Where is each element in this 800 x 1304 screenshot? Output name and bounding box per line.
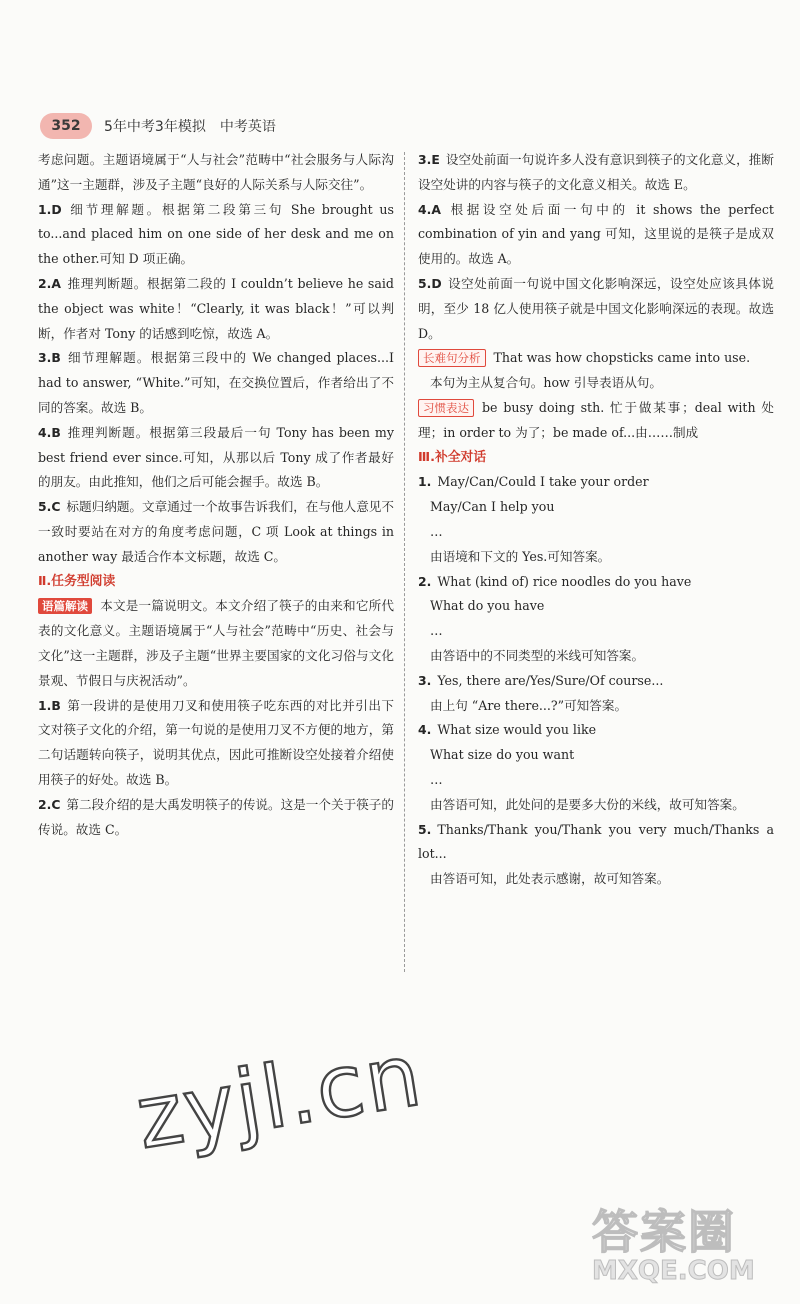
answer-item: 3.E 设空处前面一句说许多人没有意识到筷子的文化意义，推断设空处讲的内容与筷子的文化意义相关。故选 E。 [418,152,774,192]
corner-logo-text: 答案圈 [592,1205,736,1259]
sentence-tag: 长难句分析 [418,349,486,367]
sentence-note: 本句为主从复合句。how 引导表语从句。 [430,375,662,391]
intro-paragraph: 考虑问题。主题语境属于“人与社会”范畴中“社会服务与人际沟通”这一主题群，涉及子主题“良好的人际关系与人际交往”。 [38,152,394,192]
answer-item: 4.B 推理判断题。根据第三段最后一句 Tony has been my best friend ever since.可知，从那以后 Tony 成了作者最好的朋友。由此推知，他们之后可能会握手。故选 B。 [38,424,394,490]
dialog-answer: 3. Yes, there are/Yes/Sure/Of course... 由上句 “Are there...?”可知答案。 [418,672,664,713]
usage-tag: 习惯表达 [418,399,474,417]
passage-tag: 语篇解读 [38,598,92,614]
passage-analysis: 语篇解读 本文是一篇说明文。本文介绍了筷子的由来和它所代表的文化意义。主题语境属于“人与社会”范畴中“历史、社会与文化”这一主题群，涉及子主题“世界主要国家的文化习俗与文化景观、节假日与庆祝活动”。 [38,598,394,688]
answer-item: 2.C 第二段介绍的是大禹发明筷子的传说。这是一个关于筷子的传说。故选 C。 [38,796,394,837]
dialog-answer: 4. What size would you like What size do you want … 由答语可知，此处问的是要多大份的米线，故可知答案。 [418,722,745,812]
sentence-analysis: 长难句分析 That was how chopsticks came into use. [418,346,774,371]
answer-item: 5.C 标题归纳题。文章通过一个故事告诉我们，在与他人意见不一致时要站在对方的角度考虑问题，C 项 Look at things in another way 最适合作本文标题，故选 C。 [38,499,394,564]
section-title: Ⅱ.任务型阅读 [38,573,116,589]
left-column [38,148,394,842]
answer-item: 1.B 第一段讲的是使用刀叉和使用筷子吃东西的对比并引出下文对筷子文化的介绍，第一句说的是使用刀叉不方便的地方，第二句话题转向筷子，说明其优点，因此可推断设空处接着介绍使用筷子的好处。故选 B。 [38,697,394,787]
page-header [40,112,276,140]
corner-logo-url: MXQE.COM [592,1256,755,1286]
book-series: 5年中考3年模拟 [104,119,206,135]
dialog-answer: 5. Thanks/Thank you/Thank you very much/Thanks a lot... 由答语可知，此处表示感谢，故可知答案。 [418,821,774,887]
answer-item: 1.D 细节理解题。根据第二段第三句 She brought us to...and placed him on one side of her desk and me on the other.可知 D 项正确。 [38,201,394,267]
usage-expressions: 习惯表达 be busy doing sth. 忙于做某事；deal with 处理；in order to 为了；be made of...由……制成 [418,399,774,440]
answer-item: 4.A 根据设空处后面一句中的 it shows the perfect combination of yin and yang 可知，这里说的是筷子是成双使用的。故选 A。 [418,201,774,267]
column-divider [404,152,405,972]
site-watermark: zyjl.cn [130,1025,430,1169]
right-column [418,148,774,892]
answer-item: 5.D 设空处前面一句说中国文化影响深远，设空处应该具体说明，至少 18 亿人使用筷子就是中国文化影响深远的表现。故选 D。 [418,275,774,341]
answer-item: 3.B 细节理解题。根据第三段中的 We changed places...I had to answer, “White.”可知，在交换位置后，作者给出了不同的答案。故选 B。 [38,350,394,415]
corner-logo [592,1196,782,1286]
book-subject: 中考英语 [219,119,276,135]
dialog-answer: 2. What (kind of) rice noodles do you have What do you have … 由答语中的不同类型的米线可知答案。 [418,573,692,663]
section-title: Ⅲ.补全对话 [418,449,487,465]
dialog-answer: 1. May/Can/Could I take your order May/Can I help you … 由语境和下文的 Yes.可知答案。 [418,474,649,564]
page-number-badge: 352 [40,113,92,139]
answer-item: 2.A 推理判断题。根据第二段的 I couldn’t believe he said the object was white！“Clearly, it was black！”可以判断，作者对 Tony 的话感到吃惊，故选 A。 [38,275,394,341]
